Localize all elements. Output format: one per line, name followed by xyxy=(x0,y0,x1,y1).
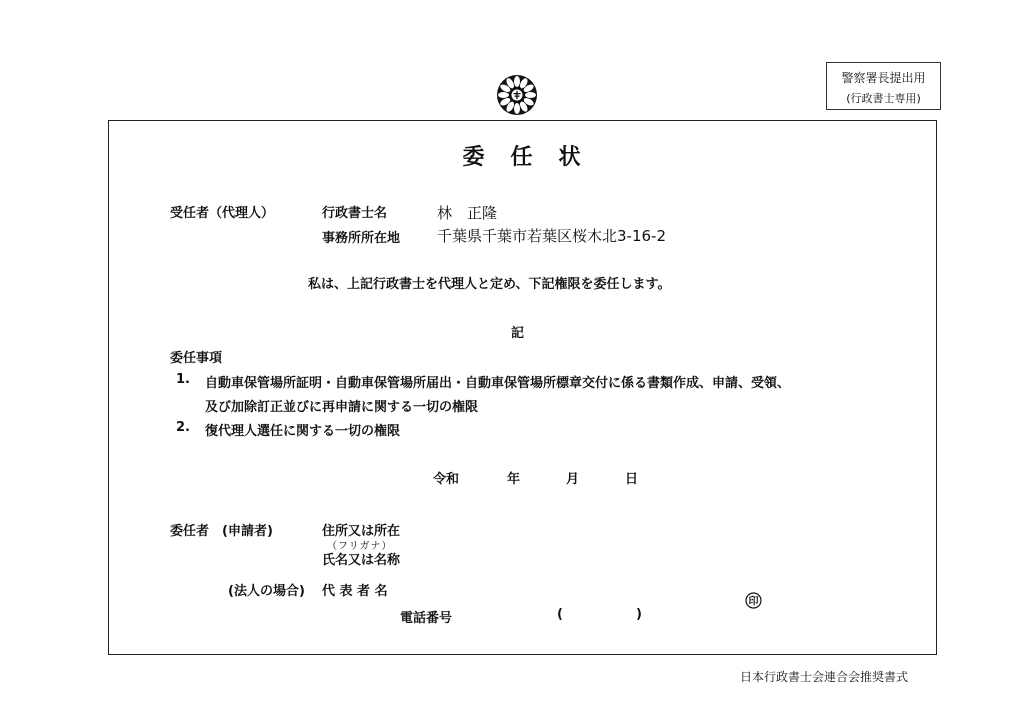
phone-label: 電話番号 xyxy=(400,611,453,626)
agent-name-label: 行政書士名 xyxy=(322,206,388,221)
date-era: 令和 xyxy=(433,472,460,487)
matter-1-line-1: 自動車保管場所証明・自動車保管場所届出・自動車保管場所標章交付に係る書類作成、申請、受領、 xyxy=(205,376,791,391)
document-title: 委 任 状 xyxy=(462,145,583,170)
matter-2-text: 復代理人選任に関する一切の権限 xyxy=(205,424,401,439)
agent-name-value: 林 正隆 xyxy=(437,204,498,222)
recommended-form-footer: 日本行政書士会連合会推奨書式 xyxy=(740,670,909,684)
applicant-address-label: 住所又は所在 xyxy=(322,524,401,539)
agent-address-value: 千葉県千葉市若葉区桜木北3-16-2 xyxy=(437,227,667,245)
stamp-line-gyosei: (行政書士専用) xyxy=(846,92,921,105)
corporation-label: (法人の場合) xyxy=(228,584,305,599)
furigana-label: （フリガナ） xyxy=(327,541,393,552)
agent-address-label: 事務所所在地 xyxy=(322,231,401,246)
ki-heading: 記 xyxy=(511,326,525,341)
seal-mark-icon xyxy=(745,592,762,609)
date-month: 月 xyxy=(566,472,580,487)
matters-heading: 委任事項 xyxy=(170,351,223,366)
agent-label: 受任者（代理人） xyxy=(170,206,275,221)
matter-1-line-2: 及び加除訂正並びに再申請に関する一切の権限 xyxy=(205,400,479,415)
submission-stamp-box xyxy=(826,62,941,110)
matter-1-number: 1. xyxy=(176,372,190,387)
association-emblem-icon xyxy=(496,74,538,116)
phone-open-paren: ( xyxy=(557,607,563,622)
applicant-label: 委任者 (申請者) xyxy=(170,524,273,539)
delegation-statement: 私は、上記行政書士を代理人と定め、下記権限を委任します。 xyxy=(308,277,671,292)
stamp-line-police: 警察署長提出用 xyxy=(841,71,926,85)
applicant-name-label: 氏名又は名称 xyxy=(322,553,401,568)
date-year: 年 xyxy=(507,472,521,487)
date-day: 日 xyxy=(625,472,639,487)
matter-2-number: 2. xyxy=(176,420,190,435)
phone-close-paren: ) xyxy=(636,607,642,622)
representative-label: 代 表 者 名 xyxy=(322,584,388,599)
seal-mark-text: 印 xyxy=(748,596,759,608)
